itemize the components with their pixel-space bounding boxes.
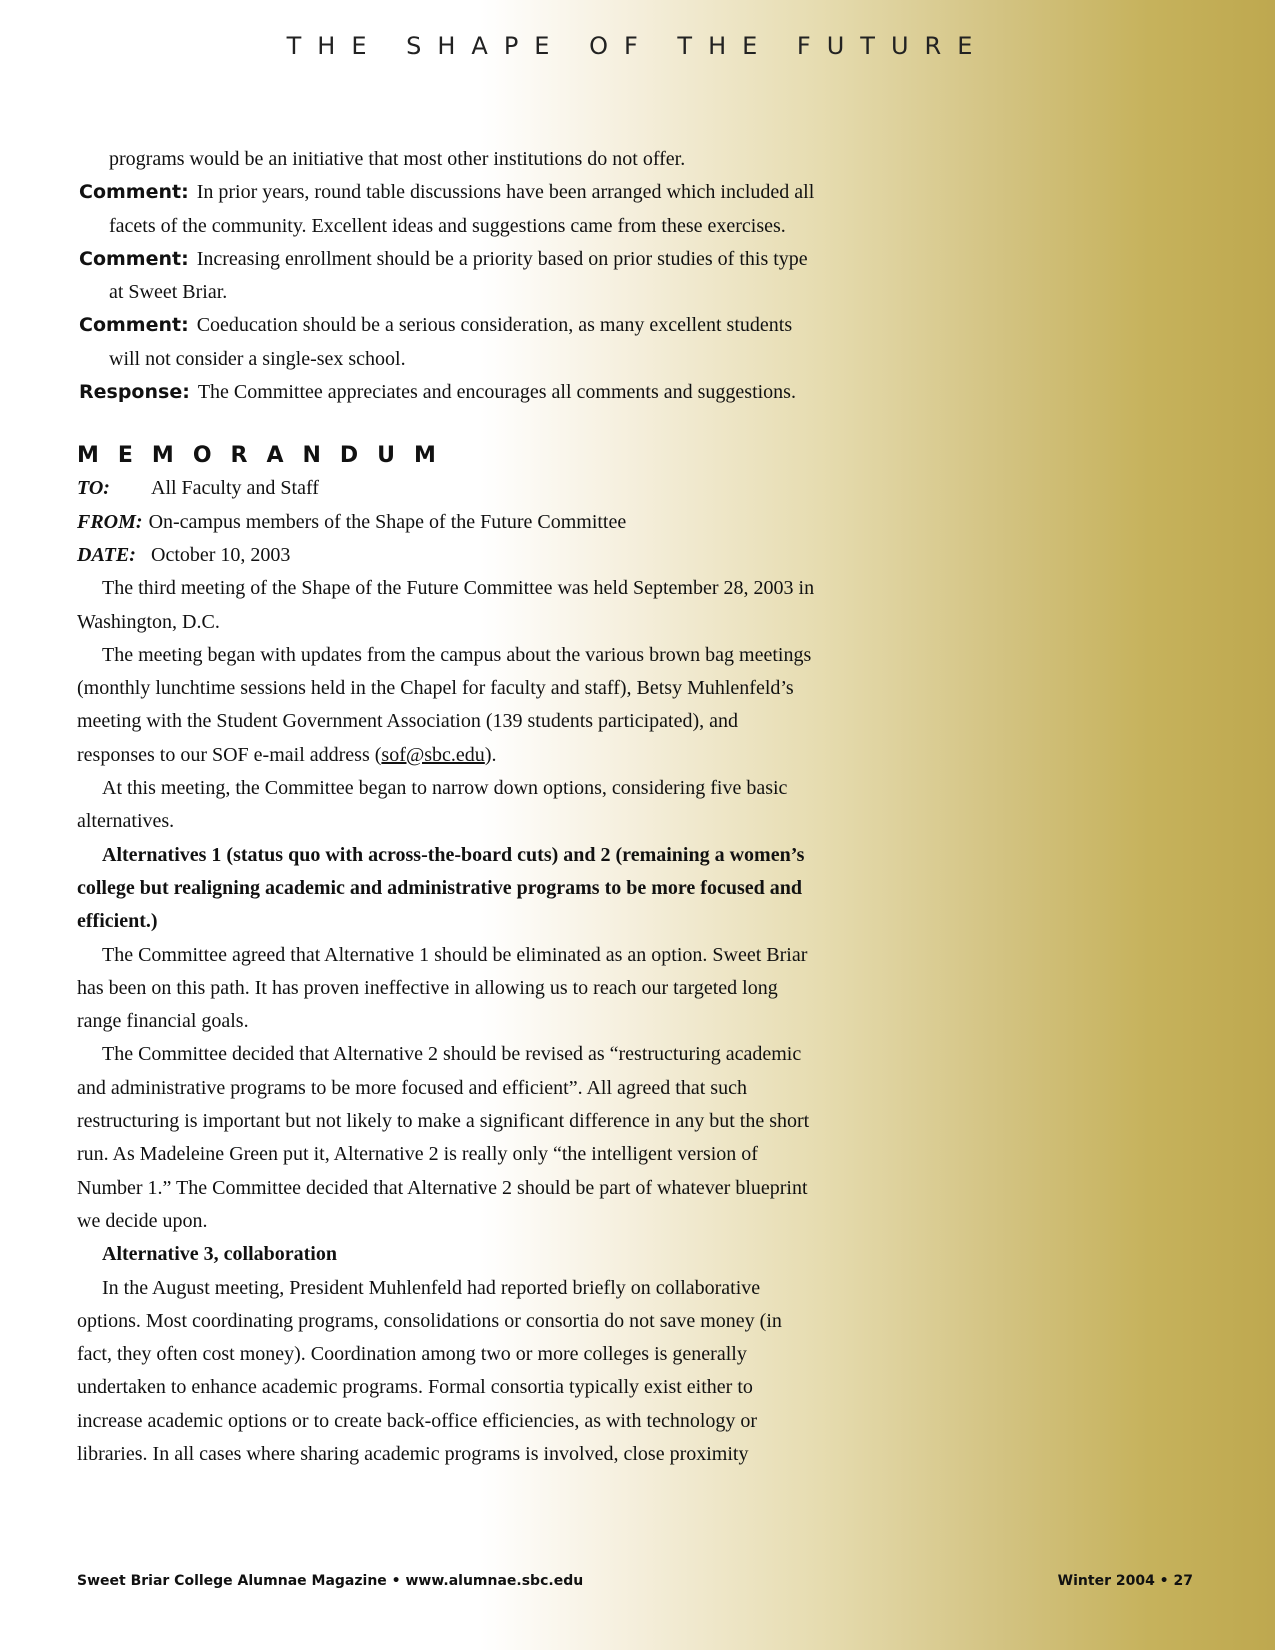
- comment-item: [77, 309, 817, 376]
- comment-text: Coeducation should be a serious consideration, as many excellent students will not consider a single-sex school.: [109, 314, 793, 370]
- comment-lead: Comment:: [79, 247, 189, 270]
- paragraph: The Committee agreed that Alternative 1 should be eliminated as an option. Sweet Briar has been on this path. It has proven ineffective in allowing us to reach our targeted long range financial goals.: [77, 943, 808, 1033]
- memo-date-value: October 10, 2003: [151, 543, 291, 566]
- comment-lead: Comment:: [79, 314, 189, 337]
- paragraph-text: The meeting began with updates from the campus about the various brown bag meetings (monthly lunchtime sessions held in the Chapel for faculty and staff), Betsy Muhlenfeld’s meeting with the Student Government Association (139 students participated), and responses to our SOF e-mail address (: [77, 643, 812, 766]
- email-link[interactable]: sof@sbc.edu: [381, 743, 485, 766]
- comment-continuation: [77, 143, 817, 176]
- memo-date: [77, 539, 817, 572]
- memo-from-label: FROM:: [77, 510, 143, 533]
- response-lead: Response:: [79, 381, 190, 404]
- paragraph: In the August meeting, President Muhlenfeld had reported briefly on collaborative options. Most coordinating programs, consolidations or consortia do not save money (in fact, they often cost money). Coordination among two or more colleges is generally undertaken to enhance academic programs. Formal consortia typically exist either to increase academic options or to create back-office efficiencies, as with technology or libraries. In all cases where sharing academic programs is involved, close proximity: [77, 1276, 782, 1465]
- comment-text: Increasing enrollment should be a priority based on prior studies of this type at Sweet Briar.: [109, 247, 808, 304]
- response-text: The Committee appreciates and encourages all comments and suggestions.: [197, 381, 796, 404]
- paragraph: At this meeting, the Committee began to narrow down options, considering five basic alternatives.: [77, 777, 788, 833]
- memo-from-value: On-campus members of the Shape of the Future Committee: [148, 510, 627, 533]
- memo-title: MEMORANDUM: [77, 443, 455, 469]
- comment-item: [77, 176, 817, 243]
- comment-text: programs would be an initiative that most other institutions do not offer.: [109, 148, 686, 170]
- memo-date-label: DATE:: [77, 543, 136, 566]
- footer-page-number: Winter 2004 • 27: [1057, 1573, 1193, 1589]
- response-item: [77, 376, 817, 409]
- paragraph: The Committee decided that Alternative 2 should be revised as “restructuring academic and administrative programs to be more focused and efficient”. All agreed that such restructuring is important but not likely to make a significant difference in any but the short run. As Madeleine Green put it, Alternative 2 is really only “the intelligent version of Number 1.” The Committee decided that Alternative 2 should be part of whatever blueprint we decide upon.: [77, 1043, 810, 1232]
- memo-to-value: All Faculty and Staff: [151, 477, 319, 500]
- comment-item: [77, 243, 817, 310]
- running-head: THE SHAPE OF THE FUTURE: [286, 32, 989, 60]
- paragraph: [77, 639, 817, 772]
- paragraph: The third meeting of the Shape of the Future Committee was held September 28, 2003 in Washington, D.C.: [77, 577, 815, 633]
- memo-to-label: TO:: [77, 477, 110, 500]
- paragraph-text: ).: [484, 743, 497, 766]
- footer-publication: Sweet Briar College Alumnae Magazine • www.alumnae.sbc.edu: [77, 1573, 584, 1589]
- memo-to: [77, 472, 817, 505]
- memo-from: [77, 506, 817, 539]
- section-heading: Alternative 3, collaboration: [102, 1243, 337, 1266]
- section-heading: Alternatives 1 (status quo with across-the-board cuts) and 2 (remaining a women’s college but realigning academic and administrative programs to be more focused and efficient.): [77, 843, 805, 933]
- comment-lead: Comment:: [79, 181, 189, 204]
- article-body: [77, 143, 817, 1471]
- comment-text: In prior years, round table discussions have been arranged which included all facets of the community. Excellent ideas and suggestions came from these exercises.: [109, 181, 815, 237]
